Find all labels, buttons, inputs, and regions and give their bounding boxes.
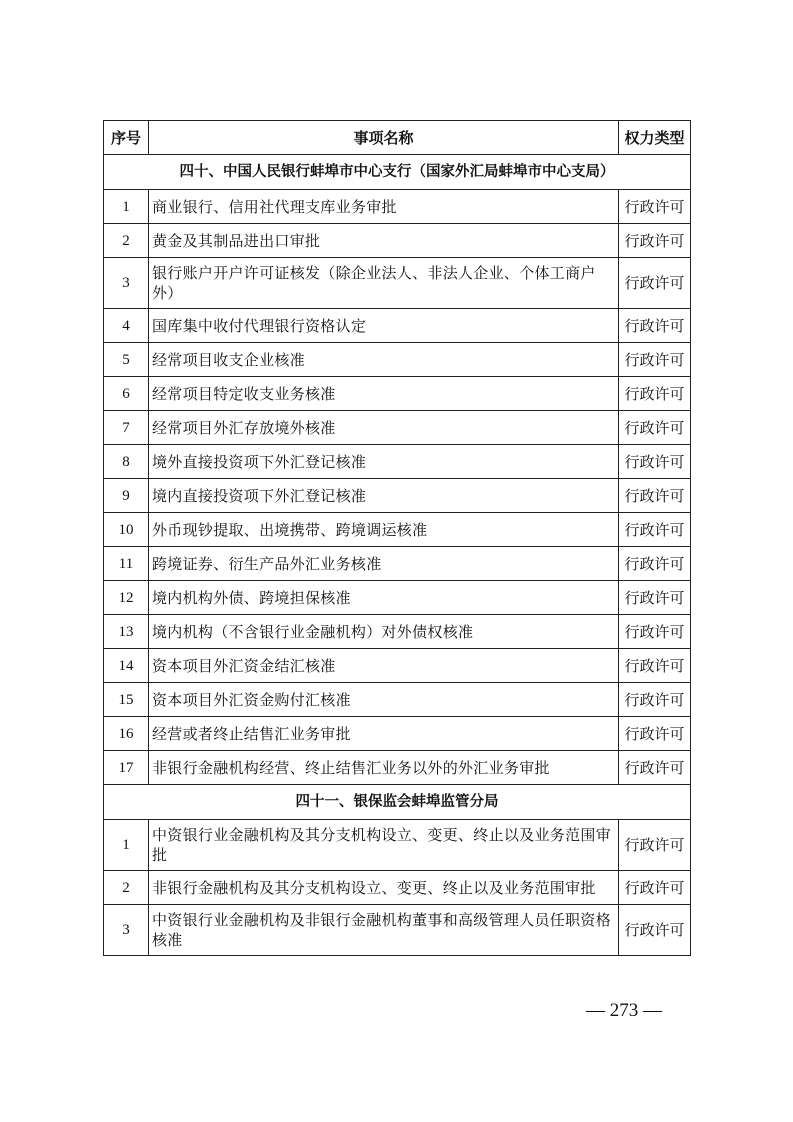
row-number: 4 xyxy=(104,309,149,343)
section-header-row xyxy=(104,155,691,190)
row-number: 6 xyxy=(104,377,149,411)
row-number: 13 xyxy=(104,615,149,649)
page-number: — 273 — xyxy=(586,1000,662,1021)
row-power-type: 行政许可 xyxy=(619,905,691,956)
section-title: 四十、中国人民银行蚌埠市中心支行（国家外汇局蚌埠市中心支局） xyxy=(104,155,691,190)
row-number: 14 xyxy=(104,649,149,683)
table-row xyxy=(104,190,691,224)
row-number: 2 xyxy=(104,871,149,905)
row-number: 8 xyxy=(104,445,149,479)
row-item-name: 商业银行、信用社代理支库业务审批 xyxy=(149,190,619,224)
table-row xyxy=(104,343,691,377)
row-item-name: 资本项目外汇资金购付汇核准 xyxy=(149,683,619,717)
table-row xyxy=(104,581,691,615)
row-item-name: 外币现钞提取、出境携带、跨境调运核准 xyxy=(149,513,619,547)
row-power-type: 行政许可 xyxy=(619,871,691,905)
row-power-type: 行政许可 xyxy=(619,411,691,445)
row-power-type: 行政许可 xyxy=(619,445,691,479)
row-item-name: 境内直接投资项下外汇登记核准 xyxy=(149,479,619,513)
row-item-name: 经常项目特定收支业务核准 xyxy=(149,377,619,411)
row-number: 10 xyxy=(104,513,149,547)
table-row xyxy=(104,377,691,411)
row-number: 17 xyxy=(104,751,149,785)
row-number: 5 xyxy=(104,343,149,377)
row-number: 12 xyxy=(104,581,149,615)
row-power-type: 行政许可 xyxy=(619,683,691,717)
row-number: 9 xyxy=(104,479,149,513)
table-row xyxy=(104,820,691,871)
row-item-name: 跨境证券、衍生产品外汇业务核准 xyxy=(149,547,619,581)
table-row xyxy=(104,258,691,309)
header-power-type: 权力类型 xyxy=(619,121,691,155)
row-item-name: 非银行金融机构经营、终止结售汇业务以外的外汇业务审批 xyxy=(149,751,619,785)
row-number: 15 xyxy=(104,683,149,717)
row-power-type: 行政许可 xyxy=(619,309,691,343)
row-number: 1 xyxy=(104,820,149,871)
row-number: 1 xyxy=(104,190,149,224)
table-row xyxy=(104,309,691,343)
table-header-row xyxy=(104,121,691,155)
row-number: 11 xyxy=(104,547,149,581)
row-item-name: 黄金及其制品进出口审批 xyxy=(149,224,619,258)
row-number: 16 xyxy=(104,717,149,751)
row-item-name: 境内机构外债、跨境担保核准 xyxy=(149,581,619,615)
row-power-type: 行政许可 xyxy=(619,820,691,871)
row-number: 3 xyxy=(104,905,149,956)
row-power-type: 行政许可 xyxy=(619,751,691,785)
row-item-name: 资本项目外汇资金结汇核准 xyxy=(149,649,619,683)
header-item-name: 事项名称 xyxy=(149,121,619,155)
table-row xyxy=(104,905,691,956)
row-power-type: 行政许可 xyxy=(619,343,691,377)
row-power-type: 行政许可 xyxy=(619,649,691,683)
row-number: 2 xyxy=(104,224,149,258)
row-power-type: 行政许可 xyxy=(619,479,691,513)
row-item-name: 经常项目收支企业核准 xyxy=(149,343,619,377)
table-row xyxy=(104,717,691,751)
table-row xyxy=(104,445,691,479)
row-power-type: 行政许可 xyxy=(619,615,691,649)
items-table xyxy=(103,120,691,956)
header-serial-number: 序号 xyxy=(104,121,149,155)
table-row xyxy=(104,751,691,785)
row-item-name: 中资银行业金融机构及非银行金融机构董事和高级管理人员任职资格核准 xyxy=(149,905,619,956)
row-power-type: 行政许可 xyxy=(619,377,691,411)
row-power-type: 行政许可 xyxy=(619,224,691,258)
table-row xyxy=(104,411,691,445)
row-number: 3 xyxy=(104,258,149,309)
row-item-name: 经常项目外汇存放境外核准 xyxy=(149,411,619,445)
section-header-row xyxy=(104,785,691,820)
section-title: 四十一、银保监会蚌埠监管分局 xyxy=(104,785,691,820)
row-power-type: 行政许可 xyxy=(619,581,691,615)
row-item-name: 经营或者终止结售汇业务审批 xyxy=(149,717,619,751)
table-row xyxy=(104,871,691,905)
table-row xyxy=(104,224,691,258)
row-power-type: 行政许可 xyxy=(619,190,691,224)
row-power-type: 行政许可 xyxy=(619,513,691,547)
table-row xyxy=(104,649,691,683)
row-power-type: 行政许可 xyxy=(619,717,691,751)
row-power-type: 行政许可 xyxy=(619,258,691,309)
row-item-name: 非银行金融机构及其分支机构设立、变更、终止以及业务范围审批 xyxy=(149,871,619,905)
table-row xyxy=(104,615,691,649)
row-item-name: 境内机构（不含银行业金融机构）对外债权核准 xyxy=(149,615,619,649)
row-item-name: 境外直接投资项下外汇登记核准 xyxy=(149,445,619,479)
table-row xyxy=(104,547,691,581)
row-item-name: 国库集中收付代理银行资格认定 xyxy=(149,309,619,343)
table-row xyxy=(104,479,691,513)
row-item-name: 银行账户开户许可证核发（除企业法人、非法人企业、个体工商户外） xyxy=(149,258,619,309)
row-power-type: 行政许可 xyxy=(619,547,691,581)
row-item-name: 中资银行业金融机构及其分支机构设立、变更、终止以及业务范围审批 xyxy=(149,820,619,871)
table-row xyxy=(104,513,691,547)
table-row xyxy=(104,683,691,717)
row-number: 7 xyxy=(104,411,149,445)
